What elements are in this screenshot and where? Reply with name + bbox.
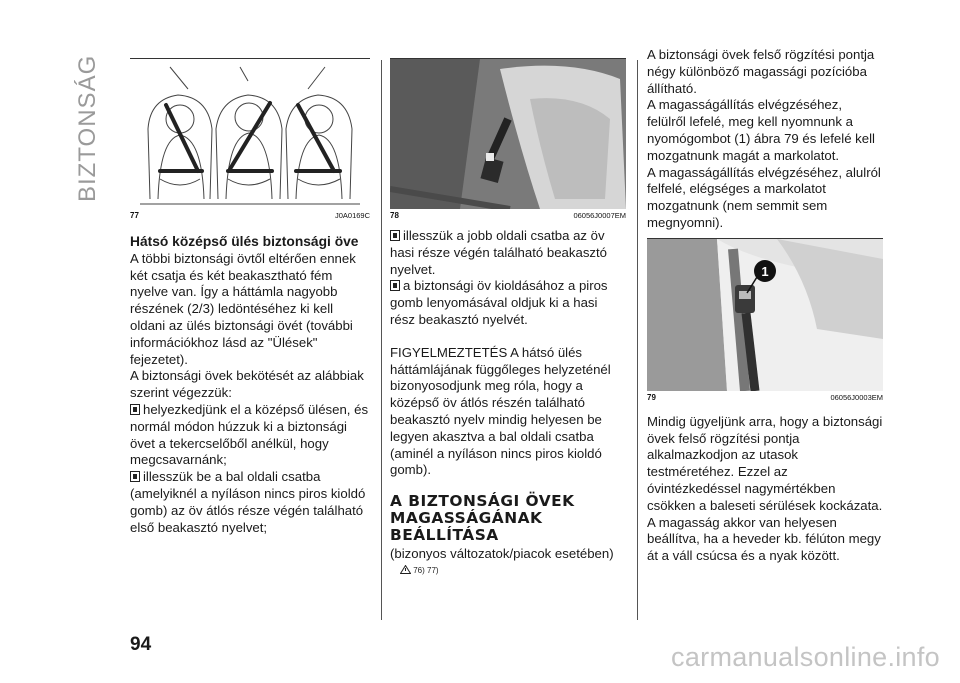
warning-reference: 76) 77)	[390, 565, 626, 575]
column-2	[390, 58, 626, 575]
bullet-item: illesszük a jobb oldali csatba az öv hasi része végén található beakasztó nyelvet.	[390, 228, 608, 277]
key-icon	[390, 280, 400, 291]
paragraph: A magasságállítás elvégzéséhez, felülről lefelé, meg kell nyomnunk a nyomógombot (1) ábra 79 és lefelé kell mozgatnunk magát a markolatot.	[647, 97, 875, 163]
paragraph: A biztonsági övek bekötését az alábbiak szerint végezzük:	[130, 368, 364, 401]
figure-78	[390, 58, 626, 209]
figure-code: J0A0169C	[334, 211, 370, 220]
paragraph: A biztonsági övek felső rögzítési pontja négy különböző magassági pozícióba állítható.	[647, 47, 875, 96]
bullet-item: illesszük be a bal oldali csatba (amelyiknél a nyíláson nincs piros kioldó gomb) az öv átlós része végén található első beakasztó nyelvet;	[130, 469, 366, 535]
figure-78-caption	[390, 211, 626, 222]
key-icon	[130, 404, 140, 415]
callout-label: 1	[761, 263, 769, 279]
figure-77-caption	[130, 211, 370, 222]
belt-height-adjuster-photo	[647, 239, 883, 391]
paragraph: A magasságállítás elvégzéséhez, alulról felfelé, elégséges a markolatot mozgatnunk (nem semmit sem megnyomni).	[647, 164, 881, 230]
figure-79-caption	[647, 393, 883, 404]
paragraph: Mindig ügyeljünk arra, hogy a biztonsági övek felső rögzítési pontja alkalmazkodjon az utasok testméretéhez. Ezzel az óvintézkedéssel nagymértékben csökken a baleseti sérülések kockázata.	[647, 413, 883, 513]
section-heading: Hátsó középső ülés biztonsági öve	[130, 234, 359, 249]
rear-seats-illustration	[130, 59, 370, 209]
paragraph: A többi biztonsági övtől eltérően ennek két csatja és két beakasztható fém nyelve van. Így a háttámla nagyobb részének (2/3) ledöntéséhez ki kell oldani az ülés biztonsági övét (további információkhoz lásd az "Ülések" fejezetet).	[130, 250, 356, 367]
column-3	[647, 47, 883, 565]
column-divider-2	[637, 60, 638, 620]
paragraph: A magasság akkor van helyesen beállítva, ha a heveder kb. félúton megy át a váll csúcsa és a nyak között.	[647, 514, 881, 564]
warning-triangle-icon	[400, 565, 411, 574]
figure-number: 77	[130, 211, 139, 220]
column-1	[130, 58, 370, 536]
figure-number: 78	[390, 211, 399, 220]
variant-note: (bizonyos változatok/piacok esetében)	[390, 546, 614, 562]
page-number: 94	[130, 634, 152, 655]
key-icon	[390, 230, 400, 241]
column-divider-1	[381, 60, 382, 620]
figure-number: 79	[647, 392, 656, 402]
section-label: BIZTONSÁG	[74, 54, 101, 202]
warning-text: FIGYELMEZTETÉS A hátsó ülés háttámlájának függőleges helyzeténél bizonyosodjunk meg róla, hogy a középső öv átlós részén található beakasztó nyelv mindig helyesen be legyen akasztva a bal oldali csatba (aminél a nyíláson nincs piros kioldó gomb).	[390, 344, 611, 478]
main-heading: A BIZTONSÁGI ÖVEK MAGASSÁGÁNAK BEÁLLÍTÁSA	[390, 492, 575, 545]
figure-79	[647, 238, 883, 391]
key-icon	[130, 471, 140, 482]
seat-buckle-photo	[390, 59, 626, 209]
bullet-item: a biztonsági öv kioldásához a piros gomb lenyomásával oldjuk ki a hasi rész beakasztó nyelvét.	[390, 278, 608, 327]
figure-77	[130, 58, 370, 209]
bullet-item: helyezkedjünk el a középső ülésen, és normál módon húzzuk ki a biztonsági övet a tekercselőből anélkül, hogy megcsavarnánk;	[130, 401, 369, 468]
figure-code: 06056J0003EM	[830, 392, 883, 402]
figure-code: 06056J0007EM	[573, 211, 626, 220]
watermark: carmanualsonline.info	[671, 642, 940, 672]
